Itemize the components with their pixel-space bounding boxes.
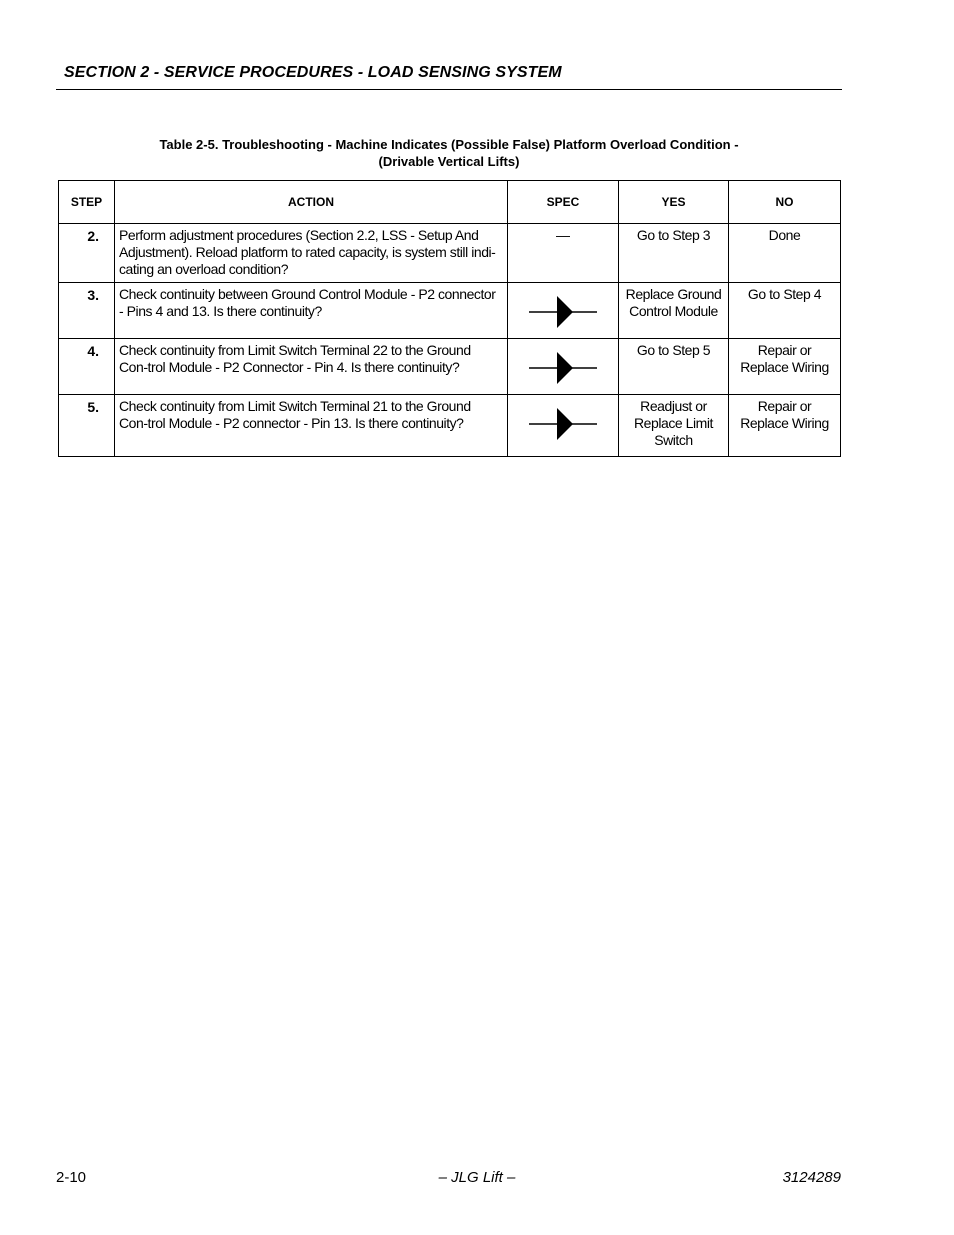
table-row bbox=[59, 224, 841, 283]
page-number: 2-10 bbox=[56, 1169, 87, 1186]
spec-value bbox=[508, 395, 619, 457]
table-caption bbox=[58, 136, 840, 170]
yes-result: Readjust or Replace Limit Switch bbox=[619, 395, 729, 457]
spec-value: — bbox=[508, 224, 619, 283]
step-number: 5. bbox=[59, 395, 115, 457]
column-header-action: ACTION bbox=[115, 181, 508, 224]
spec-value bbox=[508, 283, 619, 339]
table-row bbox=[59, 339, 841, 395]
column-header-yes: YES bbox=[619, 181, 729, 224]
step-number: 3. bbox=[59, 283, 115, 339]
no-result: Go to Step 4 bbox=[729, 283, 841, 339]
table-row bbox=[59, 283, 841, 339]
column-header-step: STEP bbox=[59, 181, 115, 224]
table-row bbox=[59, 395, 841, 457]
troubleshooting-table bbox=[58, 180, 841, 457]
column-header-no: NO bbox=[729, 181, 841, 224]
action-text: Check continuity between Ground Control Module - P2 connector - Pins 4 and 13. Is there continuity? bbox=[115, 283, 508, 339]
action-text: Check continuity from Limit Switch Terminal 21 to the Ground Con-trol Module - P2 connector - Pin 13. Is there continuity? bbox=[115, 395, 508, 457]
no-result: Done bbox=[729, 224, 841, 283]
action-text: Perform adjustment procedures (Section 2.2, LSS - Setup And Adjustment). Reload platform to rated capacity, is system still indi-cating an overload condition? bbox=[115, 224, 508, 283]
yes-result: Go to Step 3 bbox=[619, 224, 729, 283]
continuity-diode-icon bbox=[527, 294, 599, 330]
column-header-spec: SPEC bbox=[508, 181, 619, 224]
action-text: Check continuity from Limit Switch Terminal 22 to the Ground Con-trol Module - P2 Connector - Pin 4. Is there continuity? bbox=[115, 339, 508, 395]
step-number: 2. bbox=[59, 224, 115, 283]
continuity-diode-icon bbox=[527, 350, 599, 386]
continuity-diode-icon bbox=[527, 406, 599, 442]
spec-value bbox=[508, 339, 619, 395]
yes-result: Replace Ground Control Module bbox=[619, 283, 729, 339]
no-result: Repair or Replace Wiring bbox=[729, 395, 841, 457]
document-number: 3124289 bbox=[782, 1169, 841, 1186]
yes-result: Go to Step 5 bbox=[619, 339, 729, 395]
step-number: 4. bbox=[59, 339, 115, 395]
table-header-row bbox=[59, 181, 841, 224]
section-header-title: SECTION 2 - SERVICE PROCEDURES - LOAD SENSING SYSTEM bbox=[64, 64, 562, 81]
table-caption-line-2: (Drivable Vertical Lifts) bbox=[378, 154, 520, 169]
table-caption-line-1: Table 2-5. Troubleshooting - Machine Indicates (Possible False) Platform Overload Condition - bbox=[159, 137, 739, 152]
no-result: Repair or Replace Wiring bbox=[729, 339, 841, 395]
footer-publisher: – JLG Lift – bbox=[438, 1169, 516, 1186]
header-rule bbox=[56, 89, 842, 90]
